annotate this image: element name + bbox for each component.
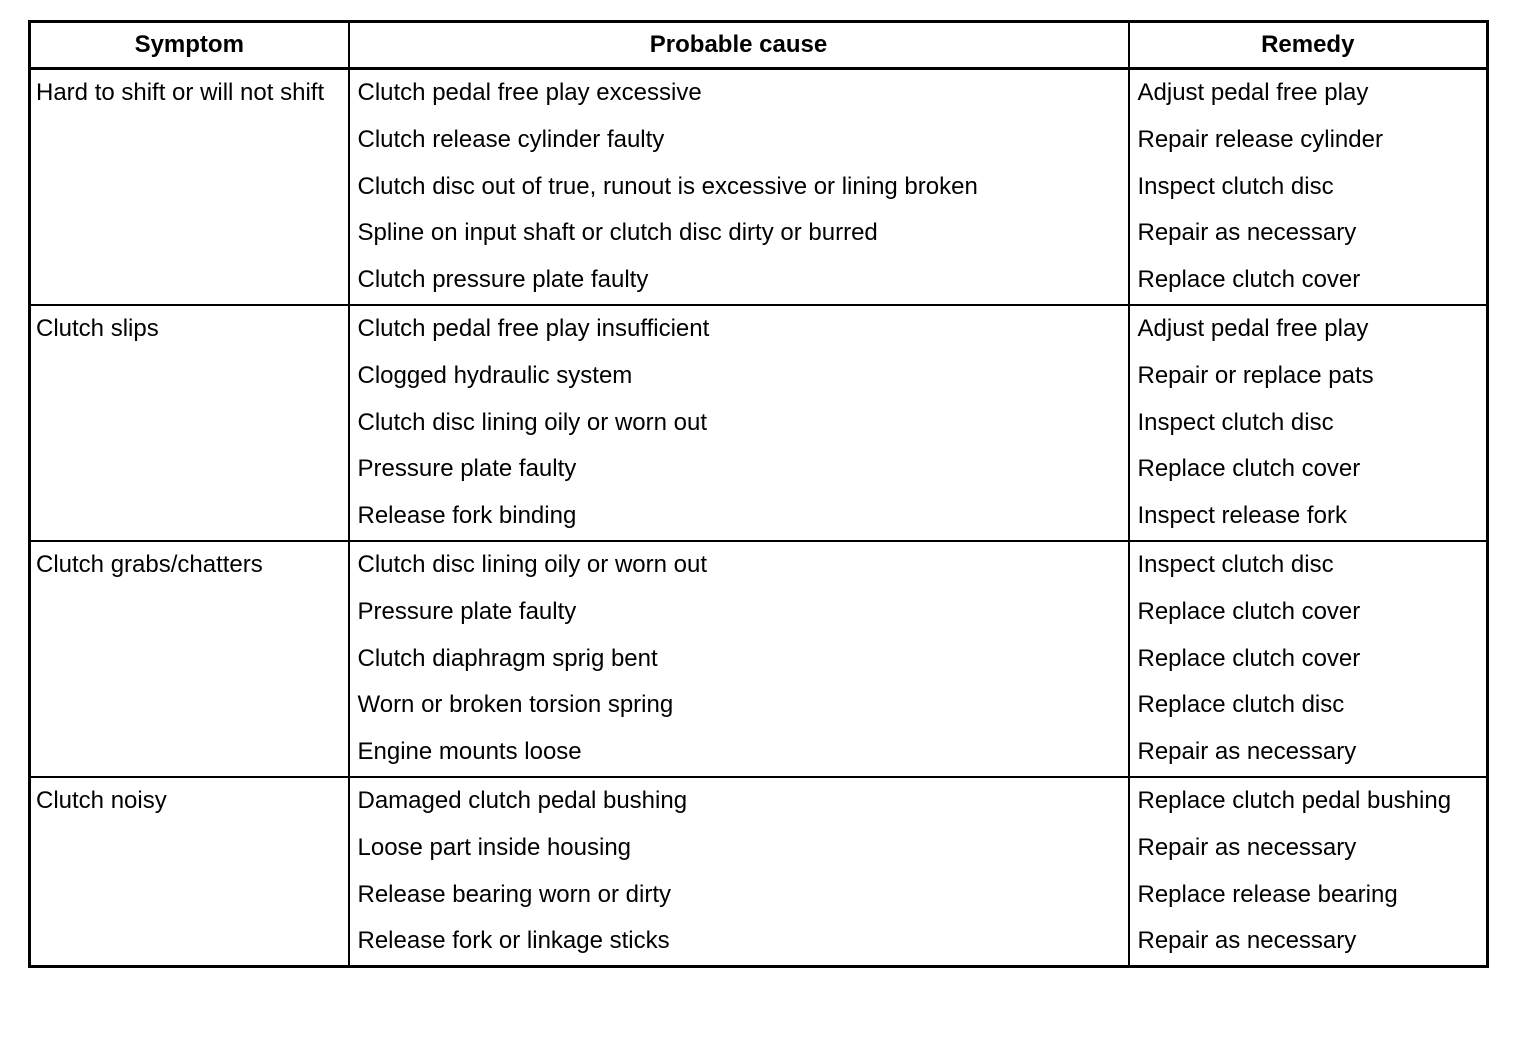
probable-cause-item: Release fork or linkage sticks bbox=[357, 927, 670, 955]
troubleshooting-table bbox=[28, 20, 1489, 968]
probable-cause-item: Clutch pedal free play insufficient bbox=[357, 314, 710, 342]
probable-cause-cell bbox=[349, 69, 1129, 305]
remedy-item: Inspect clutch disc bbox=[1137, 408, 1334, 436]
remedy-item: Repair or replace pats bbox=[1137, 361, 1374, 389]
remedy-cell bbox=[1129, 69, 1488, 305]
remedy-item: Replace clutch disc bbox=[1137, 691, 1345, 719]
remedy-item: Repair as necessary bbox=[1137, 833, 1357, 861]
probable-cause-item: Clutch disc lining oily or worn out bbox=[357, 408, 707, 436]
remedy-item: Repair as necessary bbox=[1137, 927, 1357, 955]
remedy-item: Replace clutch cover bbox=[1137, 455, 1361, 483]
probable-cause-item: Clutch disc lining oily or worn out bbox=[357, 550, 707, 578]
remedy-cell bbox=[1129, 305, 1488, 541]
header-symptom: Symptom bbox=[30, 22, 349, 69]
remedy-item: Replace release bearing bbox=[1137, 880, 1398, 908]
probable-cause-item: Clutch release cylinder faulty bbox=[357, 125, 665, 153]
symptom-group-row bbox=[30, 305, 1488, 541]
remedy-item: Replace clutch cover bbox=[1137, 597, 1361, 625]
probable-cause-item: Release bearing worn or dirty bbox=[357, 880, 671, 908]
probable-cause-item: Release fork binding bbox=[357, 502, 577, 530]
remedy-item: Repair as necessary bbox=[1137, 219, 1357, 247]
remedy-cell bbox=[1129, 777, 1488, 967]
probable-cause-cell bbox=[349, 541, 1129, 777]
symptom-text: Clutch slips bbox=[36, 314, 159, 342]
probable-cause-item: Loose part inside housing bbox=[357, 833, 632, 861]
symptom-group-row bbox=[30, 69, 1488, 305]
remedy-item: Replace clutch pedal bushing bbox=[1137, 786, 1452, 814]
symptom-group-row bbox=[30, 777, 1488, 967]
remedy-item: Replace clutch cover bbox=[1137, 266, 1361, 294]
symptom-cell bbox=[30, 777, 349, 967]
symptom-cell bbox=[30, 305, 349, 541]
probable-cause-item: Clutch disc out of true, runout is excessive or lining broken bbox=[357, 172, 978, 200]
remedy-item: Adjust pedal free play bbox=[1137, 314, 1369, 342]
header-remedy: Remedy bbox=[1129, 22, 1488, 69]
probable-cause-item: Clutch diaphragm sprig bent bbox=[357, 644, 658, 672]
probable-cause-item: Spline on input shaft or clutch disc dirty or burred bbox=[357, 219, 878, 247]
probable-cause-item: Clutch pressure plate faulty bbox=[357, 266, 649, 294]
probable-cause-cell bbox=[349, 777, 1129, 967]
symptom-group-row bbox=[30, 541, 1488, 777]
header-probable-cause: Probable cause bbox=[349, 22, 1129, 69]
probable-cause-item: Damaged clutch pedal bushing bbox=[357, 786, 688, 814]
remedy-cell bbox=[1129, 541, 1488, 777]
probable-cause-item: Pressure plate faulty bbox=[357, 597, 577, 625]
symptom-text: Clutch grabs/chatters bbox=[36, 550, 263, 578]
symptom-text: Hard to shift or will not shift bbox=[36, 79, 325, 106]
remedy-item: Inspect clutch disc bbox=[1137, 172, 1334, 200]
symptom-cell bbox=[30, 69, 349, 305]
remedy-item: Replace clutch cover bbox=[1137, 644, 1361, 672]
remedy-item: Adjust pedal free play bbox=[1137, 79, 1369, 106]
probable-cause-cell bbox=[349, 305, 1129, 541]
remedy-item: Inspect release fork bbox=[1137, 502, 1347, 530]
symptom-text: Clutch noisy bbox=[36, 786, 167, 814]
probable-cause-item: Worn or broken torsion spring bbox=[357, 691, 674, 719]
table-body bbox=[30, 69, 1488, 967]
probable-cause-item: Clogged hydraulic system bbox=[357, 361, 633, 389]
remedy-item: Repair release cylinder bbox=[1137, 125, 1383, 153]
header-row bbox=[30, 22, 1488, 69]
probable-cause-item: Clutch pedal free play excessive bbox=[357, 79, 702, 106]
remedy-item: Inspect clutch disc bbox=[1137, 550, 1334, 578]
remedy-item: Repair as necessary bbox=[1137, 738, 1357, 766]
probable-cause-item: Pressure plate faulty bbox=[357, 455, 577, 483]
symptom-cell bbox=[30, 541, 349, 777]
probable-cause-item: Engine mounts loose bbox=[357, 738, 582, 766]
